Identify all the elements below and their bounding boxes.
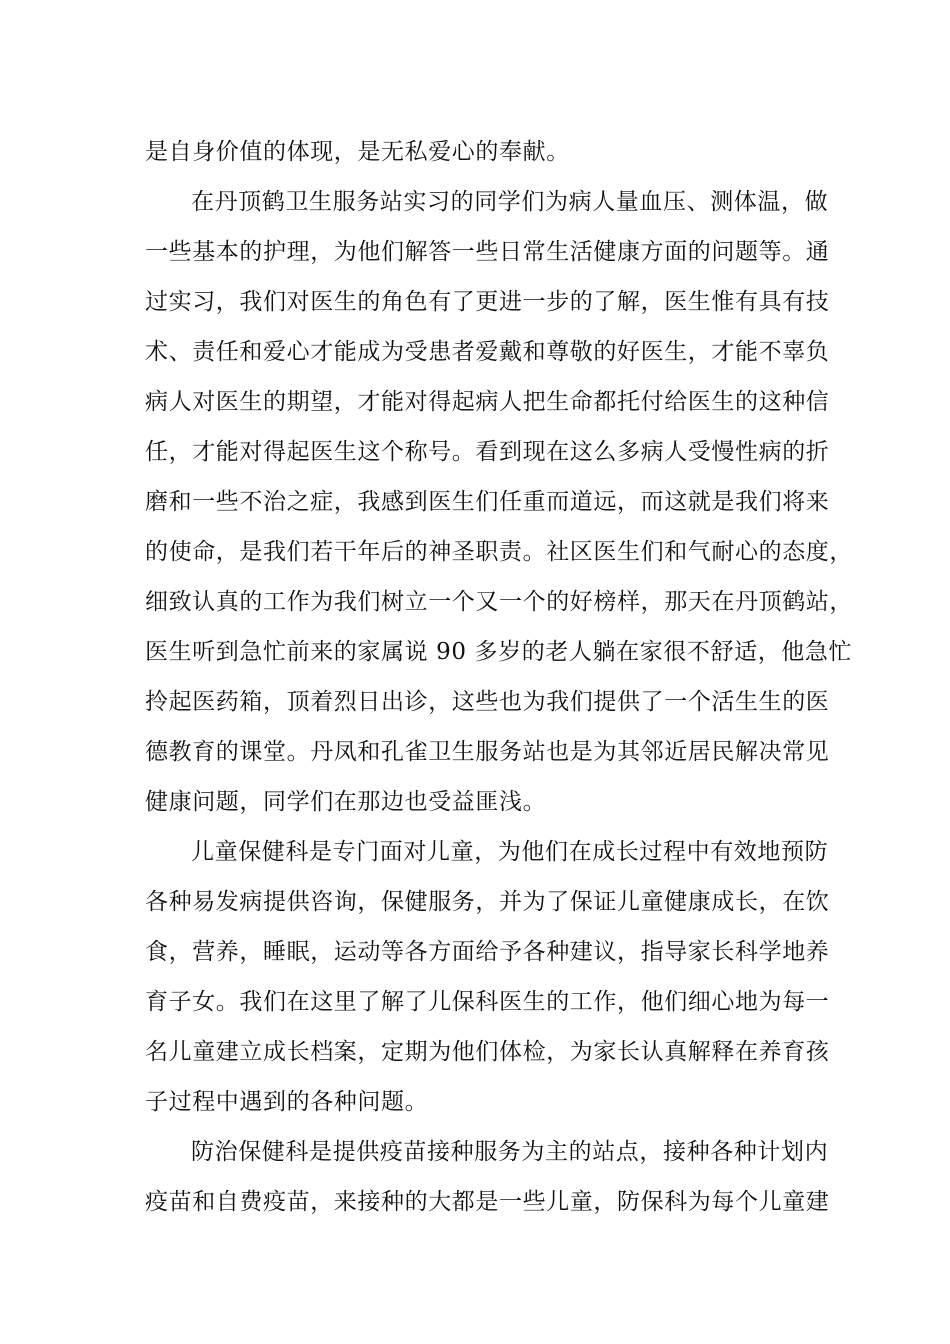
text-line: 健康问题，同学们在那边也受益匪浅。	[145, 789, 547, 815]
text-line: 是自身价值的体现，是无私爱心的奉献。	[145, 139, 570, 165]
paragraph-start-line: 儿童保健科是专门面对儿童，为他们在成长过程中有效地预防	[191, 839, 829, 865]
text-line: 食，营养，睡眠，运动等各方面给予各种建议，指导家长科学地养	[145, 939, 830, 965]
text-line: 磨和一些不治之症，我感到医生们任重而道远，而这就是我们将来	[145, 489, 830, 515]
text-line: 一些基本的护理，为他们解答一些日常生活健康方面的问题等。通	[145, 239, 830, 265]
text-line: 术、责任和爱心才能成为受患者爱戴和尊敬的好医生，才能不辜负	[145, 339, 830, 365]
text-line: 各种易发病提供咨询，保健服务，并为了保证儿童健康成长，在饮	[145, 889, 830, 915]
text-line: 医生听到急忙前来的家属说 90 多岁的老人躺在家很不舒适，他急忙	[145, 639, 853, 665]
text-line: 疫苗和自费疫苗，来接种的大都是一些儿童，防保科为每个儿童建	[145, 1189, 830, 1215]
paragraph-start-line: 在丹顶鹤卫生服务站实习的同学们为病人量血压、测体温，做	[191, 189, 829, 215]
text-line: 子过程中遇到的各种问题。	[145, 1089, 429, 1115]
text-line: 名儿童建立成长档案，定期为他们体检，为家长认真解释在养育孩	[145, 1039, 830, 1065]
text-line: 细致认真的工作为我们树立一个又一个的好榜样，那天在丹顶鹤站，	[145, 589, 853, 615]
text-line: 病人对医生的期望，才能对得起病人把生命都托付给医生的这种信	[145, 389, 830, 415]
text-line: 育子女。我们在这里了解了儿保科医生的工作，他们细心地为每一	[145, 989, 830, 1015]
text-line: 任，才能对得起医生这个称号。看到现在这么多病人受慢性病的折	[145, 439, 830, 465]
text-line: 的使命，是我们若干年后的神圣职责。社区医生们和气耐心的态度，	[145, 539, 853, 565]
text-line: 德教育的课堂。丹凤和孔雀卫生服务站也是为其邻近居民解决常见	[145, 739, 830, 765]
paragraph-start-line: 防治保健科是提供疫苗接种服务为主的站点，接种各种计划内	[191, 1139, 829, 1165]
text-line: 拎起医药箱，顶着烈日出诊，这些也为我们提供了一个活生生的医	[145, 689, 830, 715]
text-line: 过实习，我们对医生的角色有了更进一步的了解，医生惟有具有技	[145, 289, 830, 315]
